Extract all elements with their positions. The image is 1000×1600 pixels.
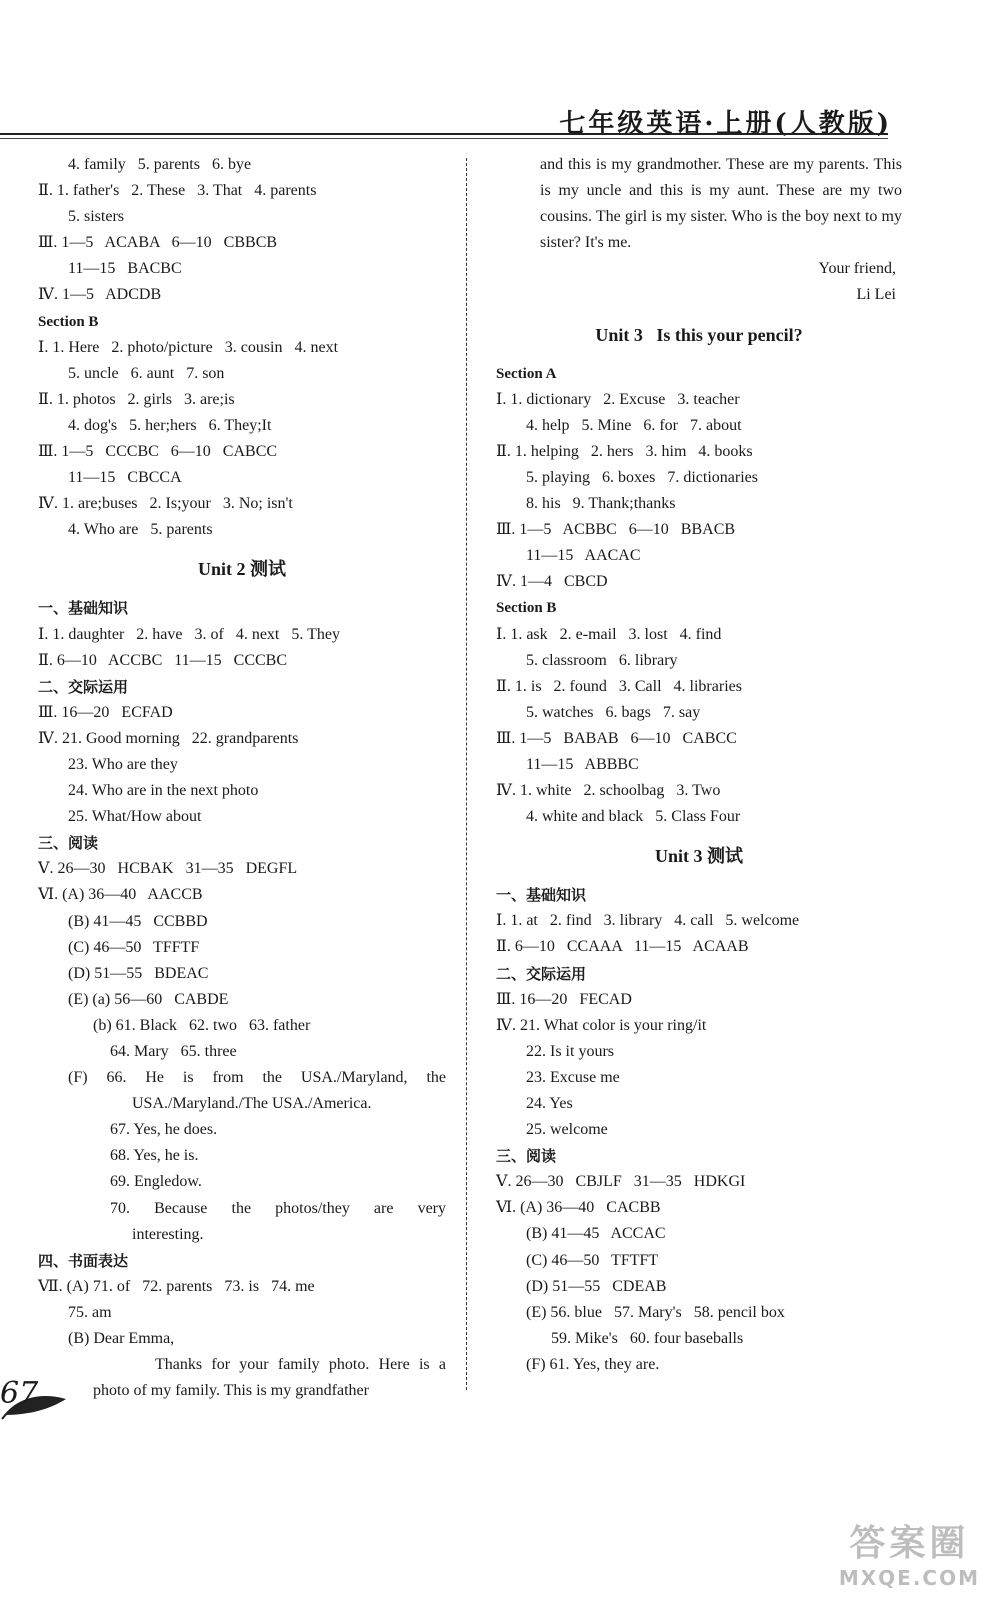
left-line: Ⅴ. 26—30 HCBAK 31—35 DEGFL <box>38 860 298 878</box>
left-line: 11—15 BACBC <box>68 260 182 278</box>
right-line: Ⅰ. 1. dictionary 2. Excuse 3. teacher <box>496 390 740 408</box>
left-line: (B) 41—45 CCBBD <box>68 912 208 930</box>
left-line: 68. Yes, he is. <box>110 1147 199 1165</box>
left-line: 25. What/How about <box>68 808 202 826</box>
left-line: Section B <box>38 313 99 330</box>
left-line: 67. Yes, he does. <box>110 1121 218 1139</box>
right-line: (E) 56. blue 57. Mary's 58. pencil box <box>526 1303 785 1321</box>
left-column <box>38 152 446 1404</box>
left-line: 24. Who are in the next photo <box>68 782 259 800</box>
right-line: Ⅱ. 1. is 2. found 3. Call 4. libraries <box>496 677 742 695</box>
right-line: 5. playing 6. boxes 7. dictionaries <box>526 468 758 486</box>
left-answer-lines <box>38 152 446 1352</box>
letter-paragraph-start: Thanks for your family photo. Here is a photo of my family. This is my grandfather <box>93 1356 446 1400</box>
right-line: Ⅱ. 1. helping 2. hers 3. him 4. books <box>496 442 753 460</box>
left-line: Ⅲ. 1—5 CCCBC 6—10 CABCC <box>38 443 278 461</box>
right-line: Ⅴ. 26—30 CBJLF 31—35 HDKGI <box>496 1173 746 1191</box>
right-line: 三、阅读 <box>496 1147 557 1166</box>
left-line: 二、交际运用 <box>38 677 129 696</box>
right-line: 25. welcome <box>526 1121 608 1139</box>
right-line: Ⅲ. 1—5 ACBBC 6—10 BBACB <box>496 521 736 539</box>
right-line: Ⅲ. 16—20 FECAD <box>496 990 632 1008</box>
left-line: (b) 61. Black 62. two 63. father <box>93 1016 311 1034</box>
left-line: 4. dog's 5. her;hers 6. They;It <box>68 416 272 434</box>
watermark-title: 答案圈 <box>849 1523 970 1564</box>
right-line: Ⅲ. 1—5 BABAB 6—10 CABCC <box>496 729 737 747</box>
letter-closing: Your friend, <box>818 260 896 278</box>
right-line: 22. Is it yours <box>526 1042 614 1060</box>
right-line: 4. white and black 5. Class Four <box>526 808 741 826</box>
left-line: 5. uncle 6. aunt 7. son <box>68 364 225 382</box>
left-line: (D) 51—55 BDEAC <box>68 964 209 982</box>
right-line: Ⅰ. 1. ask 2. e-mail 3. lost 4. find <box>496 625 722 643</box>
right-line: 5. watches 6. bags 7. say <box>526 703 701 721</box>
right-line: (B) 41—45 ACCAC <box>526 1225 666 1243</box>
right-line: Ⅳ. 1—4 CBCD <box>496 573 608 591</box>
right-line: 一、基础知识 <box>496 886 587 905</box>
page-number: 67 <box>0 1376 39 1411</box>
right-line: 23. Excuse me <box>526 1068 620 1086</box>
right-line: Ⅳ. 1. white 2. schoolbag 3. Two <box>496 782 721 800</box>
left-line: 11—15 CBCCA <box>68 469 182 487</box>
header-rule-thin <box>0 138 888 139</box>
page-header-title: 七年级英语·上册(人教版) <box>559 109 892 139</box>
left-line: Ⅳ. 1. are;buses 2. Is;your 3. No; isn't <box>38 495 293 513</box>
left-line: Ⅳ. 21. Good morning 22. grandparents <box>38 729 299 747</box>
letter-signature: Li Lei <box>856 286 896 304</box>
right-line: 59. Mike's 60. four baseballs <box>551 1329 744 1347</box>
left-line: Ⅳ. 1—5 ADCDB <box>38 286 162 304</box>
right-line: (D) 51—55 CDEAB <box>526 1277 667 1295</box>
left-line: (E) (a) 56—60 CABDE <box>68 990 229 1008</box>
header-rule <box>0 133 888 135</box>
left-line: 4. family 5. parents 6. bye <box>68 156 252 173</box>
right-line: 11—15 AACAC <box>526 547 641 565</box>
right-line: Unit 3 Is this your pencil? <box>595 324 803 345</box>
left-line: 三、阅读 <box>38 834 99 853</box>
left-line: Ⅱ. 1. photos 2. girls 3. are;is <box>38 390 235 408</box>
right-line: 11—15 ABBBC <box>526 755 639 773</box>
left-line: Ⅲ. 16—20 ECFAD <box>38 703 173 721</box>
right-line: Ⅳ. 21. What color is your ring/it <box>496 1016 707 1034</box>
left-line: Ⅰ. 1. daughter 2. have 3. of 4. next 5. They <box>38 625 340 643</box>
left-line: Unit 2 测试 <box>197 559 286 580</box>
left-line: 23. Who are they <box>68 755 178 773</box>
watermark-logo <box>839 1515 980 1590</box>
left-line: USA./Maryland./The USA./America. <box>132 1095 372 1113</box>
watermark-url: MXQE.COM <box>838 1566 980 1590</box>
left-line: (B) Dear Emma, <box>68 1330 175 1348</box>
right-line: Ⅰ. 1. at 2. find 3. library 4. call 5. welcome <box>496 912 800 930</box>
left-line: 70. Because the photos/they are very <box>110 1199 446 1217</box>
right-line: 二、交际运用 <box>496 964 587 983</box>
left-line: 5. sisters <box>68 208 124 226</box>
left-line: 四、书面表达 <box>38 1251 129 1270</box>
left-line: Ⅱ. 6—10 ACCBC 11—15 CCCBC <box>38 651 287 669</box>
left-line: (F) 66. He is from the USA./Maryland, the <box>68 1069 446 1087</box>
right-line: 8. his 9. Thank;thanks <box>526 495 676 513</box>
left-line: 4. Who are 5. parents <box>68 521 213 539</box>
left-line: (C) 46—50 TFFTF <box>68 938 200 956</box>
left-line: interesting. <box>132 1225 204 1243</box>
letter-paragraph-end: and this is my grandmother. These are my parents. This is my uncle and this is my aunt. These are my two cousins. The girl is my sister. Who is the boy next to my sister? It's me. <box>540 156 902 252</box>
right-line: Ⅵ. (A) 36—40 CACBB <box>496 1199 661 1217</box>
right-line: Section A <box>496 365 557 382</box>
right-column <box>496 152 902 1378</box>
left-line: 75. am <box>68 1303 112 1321</box>
right-line: Ⅱ. 6—10 CCAAA 11—15 ACAAB <box>496 938 749 956</box>
right-line: 4. help 5. Mine 6. for 7. about <box>526 416 742 434</box>
right-line: Section B <box>496 600 557 617</box>
left-line: 64. Mary 65. three <box>110 1043 237 1060</box>
right-line: (F) 61. Yes, they are. <box>526 1355 660 1373</box>
right-line: (C) 46—50 TFTFT <box>526 1251 659 1269</box>
right-line: 5. classroom 6. library <box>526 651 678 669</box>
left-line: Ⅰ. 1. Here 2. photo/picture 3. cousin 4. next <box>38 338 339 356</box>
right-answer-lines <box>496 309 902 1378</box>
right-line: Unit 3 测试 <box>654 846 743 867</box>
left-line: Ⅱ. 1. father's 2. These 3. That 4. parents <box>38 182 317 200</box>
left-line: 一、基础知识 <box>38 599 129 618</box>
left-line: 69. Engledow. <box>110 1173 202 1191</box>
left-line: Ⅵ. (A) 36—40 AACCB <box>38 886 203 904</box>
left-line: Ⅲ. 1—5 ACABA 6—10 CBBCB <box>38 234 278 252</box>
left-line: Ⅶ. (A) 71. of 72. parents 73. is 74. me <box>38 1277 315 1295</box>
right-line: 24. Yes <box>526 1095 573 1112</box>
column-divider <box>466 158 467 1390</box>
